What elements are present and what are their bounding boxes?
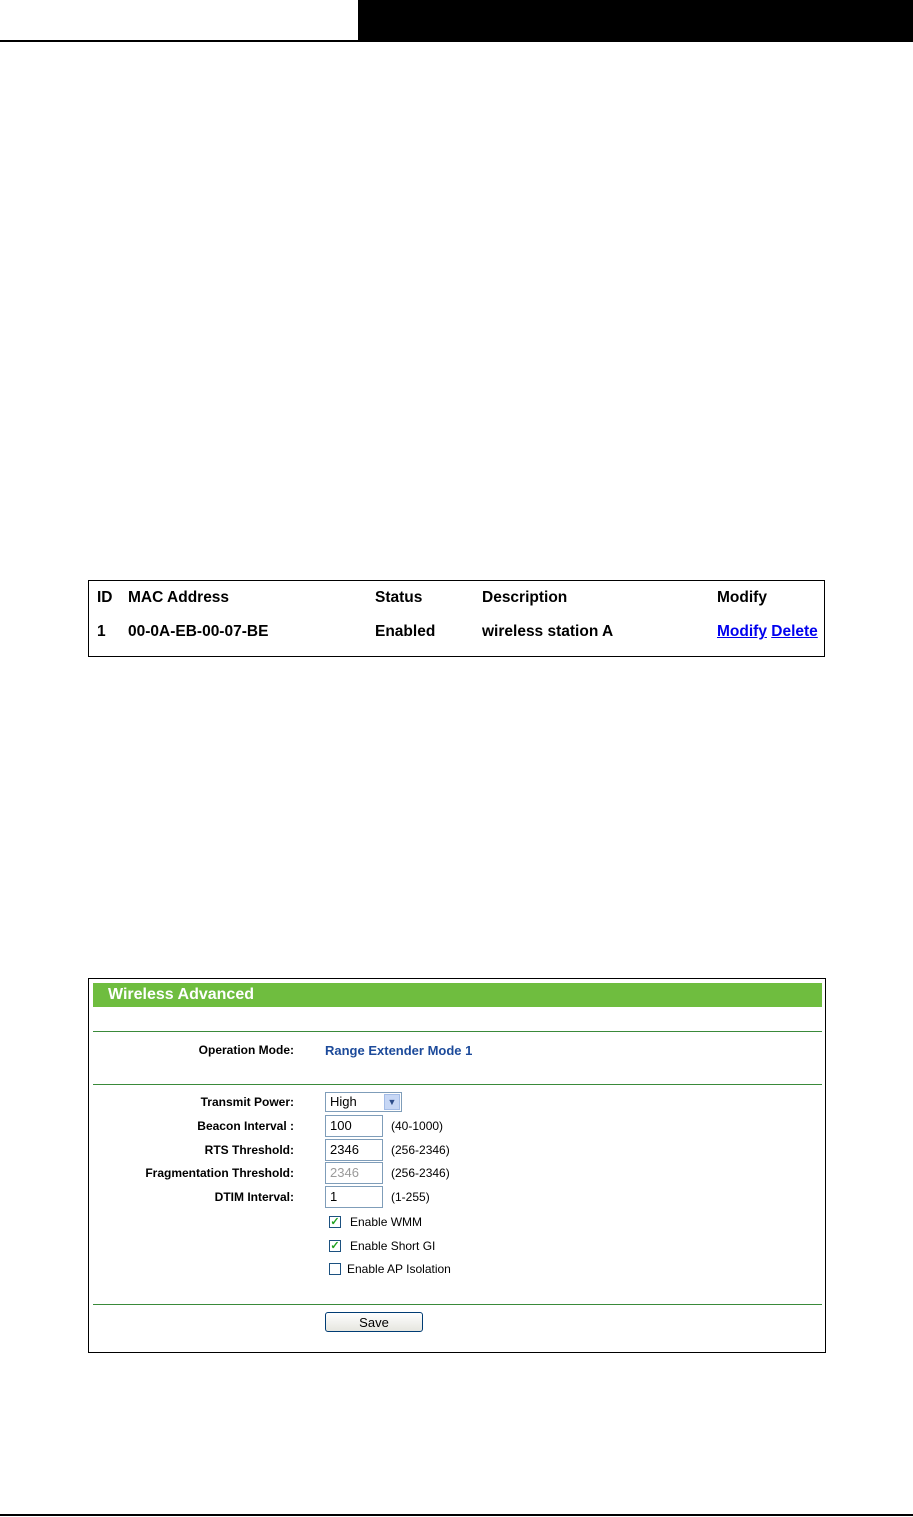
fragmentation-threshold-input[interactable]: 2346 [325, 1162, 383, 1184]
operation-mode-value: Range Extender Mode 1 [325, 1043, 473, 1058]
wireless-advanced-panel [88, 978, 826, 1353]
dtim-interval-range: (1-255) [391, 1190, 430, 1204]
row-status: Enabled [375, 623, 436, 640]
transmit-power-label: Transmit Power: [200, 1095, 294, 1109]
delete-link[interactable]: Delete [771, 623, 818, 640]
enable-wmm-label: Enable WMM [350, 1215, 423, 1229]
rts-threshold-input[interactable]: 2346 [325, 1139, 383, 1161]
separator [93, 1084, 822, 1085]
enable-ap-isolation-checkbox[interactable] [329, 1263, 341, 1275]
beacon-interval-label: Beacon Interval : [197, 1119, 294, 1133]
separator [93, 1304, 822, 1305]
page-footer-rule [0, 1514, 913, 1516]
dtim-interval-input[interactable]: 1 [325, 1186, 383, 1208]
modify-link[interactable]: Modify [717, 623, 767, 640]
transmit-power-select[interactable] [325, 1092, 402, 1112]
enable-ap-isolation-label: Enable AP Isolation [347, 1262, 451, 1276]
page-header-bar [358, 0, 913, 42]
beacon-interval-input[interactable]: 100 [325, 1115, 383, 1137]
separator [93, 1031, 822, 1032]
page-header-rule [0, 40, 358, 42]
rts-threshold-label: RTS Threshold: [204, 1143, 294, 1157]
mac-filter-table [88, 580, 825, 657]
column-header-description: Description [482, 589, 568, 606]
fragmentation-threshold-range: (256-2346) [391, 1166, 450, 1180]
column-header-modify: Modify [717, 589, 767, 606]
save-button[interactable]: Save [325, 1312, 423, 1332]
column-header-status: Status [375, 589, 423, 606]
enable-short-gi-label: Enable Short GI [350, 1239, 436, 1253]
fragmentation-threshold-label: Fragmentation Threshold: [145, 1166, 294, 1180]
enable-wmm-checkbox[interactable]: ✓ [330, 1216, 340, 1228]
beacon-interval-range: (40-1000) [391, 1119, 444, 1133]
column-header-id: ID [97, 589, 113, 606]
dtim-interval-label: DTIM Interval: [214, 1190, 294, 1204]
row-description: wireless station A [482, 623, 614, 640]
column-header-mac-address: MAC Address [128, 589, 230, 606]
panel-title: Wireless Advanced [93, 983, 822, 1007]
rts-threshold-range: (256-2346) [391, 1143, 450, 1157]
chevron-down-icon[interactable]: ▼ [384, 1094, 400, 1110]
row-mac-address: 00-0A-EB-00-07-BE [128, 623, 269, 640]
enable-short-gi-checkbox[interactable]: ✓ [330, 1240, 340, 1252]
row-id: 1 [97, 623, 106, 640]
operation-mode-label: Operation Mode: [198, 1043, 294, 1057]
transmit-power-value: High [330, 1094, 357, 1109]
